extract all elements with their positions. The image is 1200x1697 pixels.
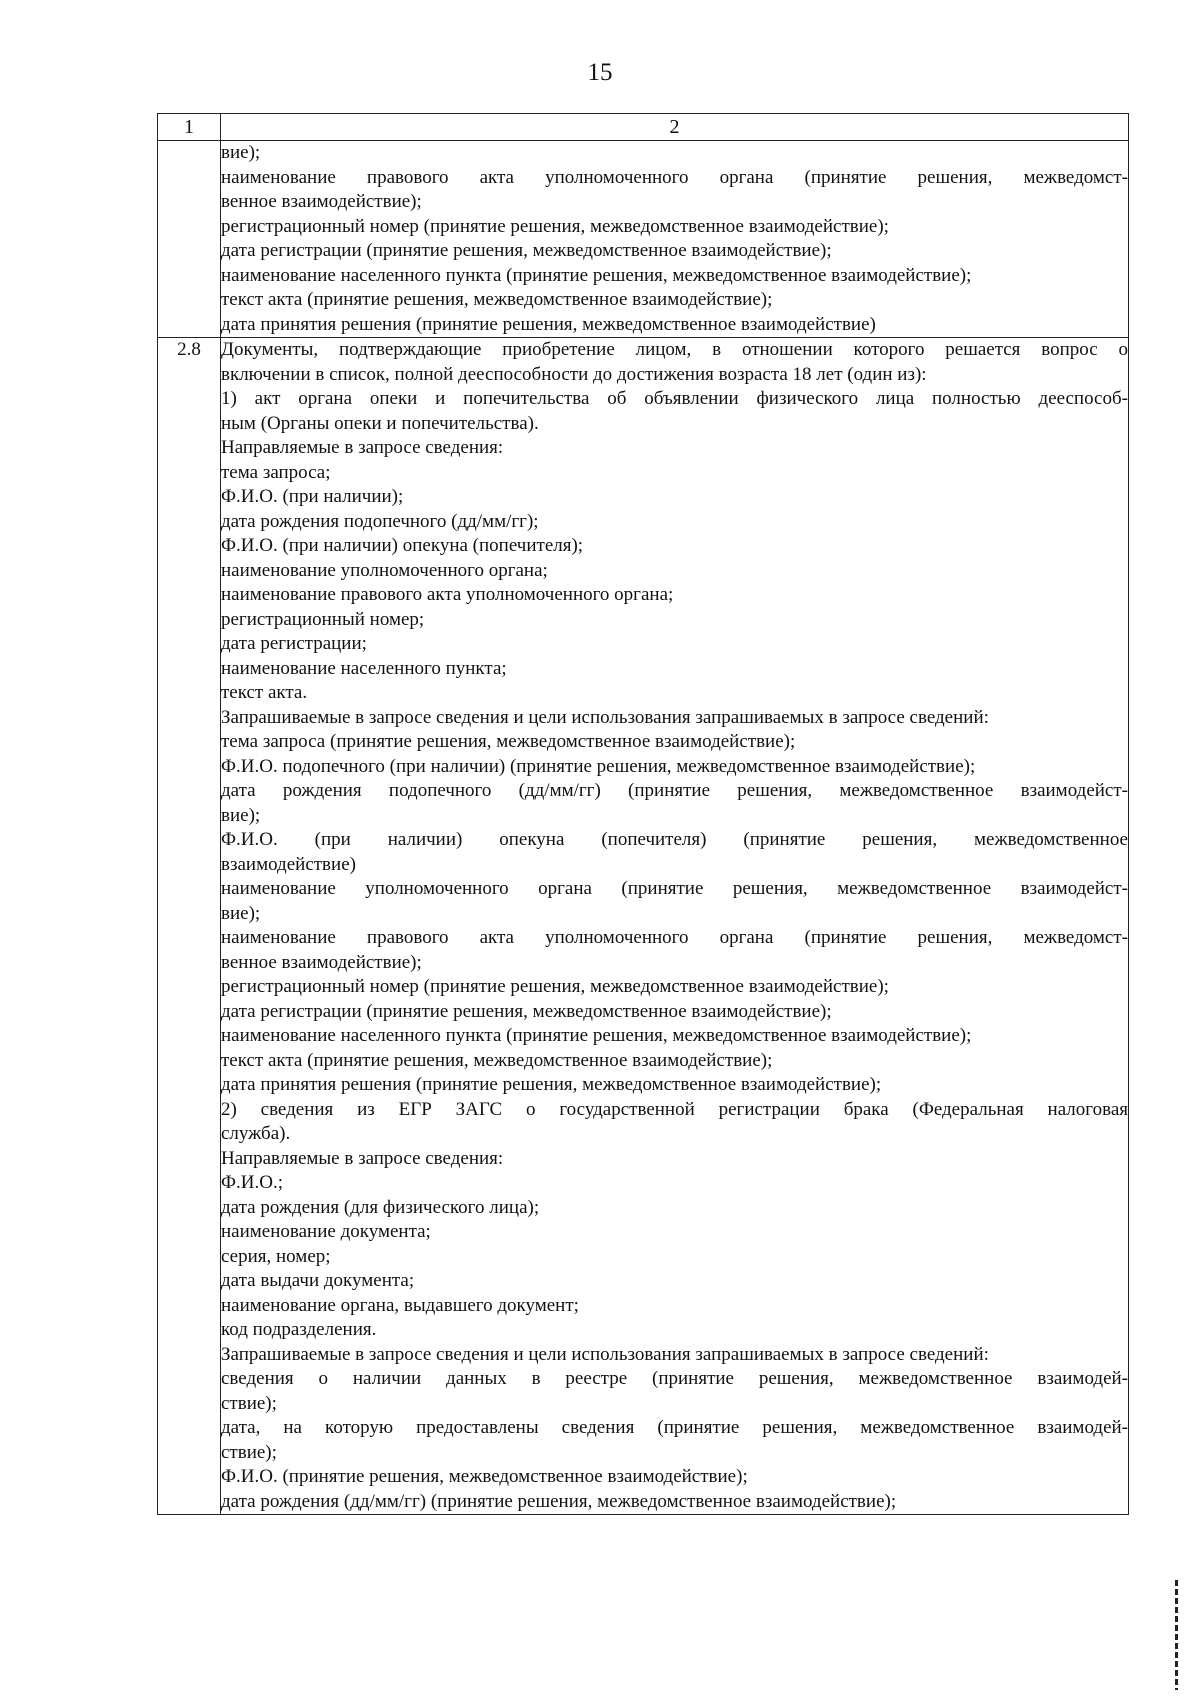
text-line: дата регистрации (принятие решения, межведомственное взаимодействие); [221,240,832,261]
text-line: служба). [221,1123,291,1144]
text-line: ствие); [221,1441,277,1463]
text-line: регистрационный номер (принятие решения, межведомственное взаимодействие); [221,215,889,237]
text-line: наименование населенного пункта (принятие решения, межведомственное взаимодействие); [221,264,972,286]
text-line: наименование правового акта уполномоченного органа (принятие решения, межведомст- [221,166,1128,188]
text-line: дата рождения (дд/мм/гг) (принятие решения, межведомственное взаимодействие); [221,1490,897,1512]
text-line: дата, на которую предоставлены сведения (принятие решения, межведомственное взаимодей- [221,1417,1128,1438]
text-line: дата принятия решения (принятие решения, межведомственное взаимодействие); [221,1074,882,1095]
row-number: 2.8 [158,338,221,1515]
text-line: ствие); [221,1392,277,1414]
column-2-header: 2 [221,114,1129,141]
text-line: вие); [221,804,261,826]
text-line: Ф.И.О. (при наличии); [221,486,404,507]
text-line: регистрационный номер (принятие решения, межведомственное взаимодействие); [221,976,889,997]
table-row [158,141,1129,338]
text-line: наименование уполномоченного органа (принятие решения, межведомственное взаимодейст- [221,878,1128,899]
scan-edge-marks [1175,1580,1178,1690]
text-line: текст акта (принятие решения, межведомственное взаимодействие); [221,289,773,310]
page-number: 15 [587,59,613,86]
text-line: вие); [221,902,261,924]
text-line: Направляемые в запросе сведения: [221,1147,504,1169]
text-line: наименование документа; [221,1221,431,1242]
text-line: наименование уполномоченного органа; [221,559,548,581]
document-table [157,113,1129,1515]
text-line: 2) сведения из ЕГР ЗАГС о государственной регистрации брака (Федеральная налоговая [221,1098,1128,1120]
text-line: дата рождения подопечного (дд/мм/гг) (принятие решения, межведомственное взаимодейст- [221,780,1128,801]
column-1-header: 1 [158,114,221,141]
text-line: серия, номер; [221,1245,331,1267]
text-line: Документы, подтверждающие приобретение лицом, в отношении которого решается вопрос о [221,339,1128,360]
text-line: дата регистрации (принятие решения, межведомственное взаимодействие); [221,1000,832,1022]
text-line: вие); [221,142,261,163]
text-line: тема запроса; [221,461,331,483]
text-line: венное взаимодействие); [221,191,422,212]
row-content [221,141,1129,338]
text-line: наименование правового акта уполномоченного органа (принятие решения, межведомст- [221,927,1128,948]
text-line: сведения о наличии данных в реестре (принятие решения, межведомственное взаимодей- [221,1368,1128,1389]
text-line: текст акта (принятие решения, межведомственное взаимодействие); [221,1049,773,1071]
text-line: тема запроса (принятие решения, межведомственное взаимодействие); [221,731,796,752]
text-line: наименование органа, выдавшего документ; [221,1294,579,1316]
text-line: Ф.И.О. (при наличии) опекуна (попечителя) (принятие решения, межведомственное [221,829,1128,850]
text-line: Направляемые в запросе сведения: [221,437,504,458]
text-line: дата рождения подопечного (дд/мм/гг); [221,510,539,532]
text-line: взаимодействие) [221,853,356,875]
text-line: дата принятия решения (принятие решения, межведомственное взаимодействие) [221,313,876,335]
text-line: код подразделения. [221,1319,377,1340]
text-line: регистрационный номер; [221,608,425,630]
text-line: венное взаимодействие); [221,951,422,973]
table-header-row [158,114,1129,141]
row-number [158,141,221,338]
row-content [221,338,1129,1515]
text-line: дата регистрации; [221,633,367,654]
text-line: Ф.И.О.; [221,1172,283,1193]
text-line: наименование населенного пункта (принятие решения, межведомственное взаимодействие); [221,1025,972,1046]
text-line: текст акта. [221,682,308,703]
text-line: Запрашиваемые в запросе сведения и цели использования запрашиваемых в запросе сведений: [221,1343,989,1365]
text-line: наименование населенного пункта; [221,657,507,679]
text-line: Запрашиваемые в запросе сведения и цели использования запрашиваемых в запросе сведений: [221,706,989,728]
text-line: Ф.И.О. (при наличии) опекуна (попечителя); [221,535,584,556]
table-row [158,338,1129,1515]
text-line: Ф.И.О. (принятие решения, межведомственное взаимодействие); [221,1466,748,1487]
text-line: Ф.И.О. подопечного (при наличии) (принятие решения, межведомственное взаимодействие); [221,755,976,777]
text-line: включении в список, полной дееспособности до достижения возраста 18 лет (один из): [221,363,927,385]
text-line: дата рождения (для физического лица); [221,1196,540,1218]
text-line: 1) акт органа опеки и попечительства об объявлении физического лица полностью дееспособ- [221,388,1128,409]
text-line: наименование правового акта уполномоченного органа; [221,584,674,605]
text-line: ным (Органы опеки и попечительства). [221,412,539,434]
text-line: дата выдачи документа; [221,1270,415,1291]
